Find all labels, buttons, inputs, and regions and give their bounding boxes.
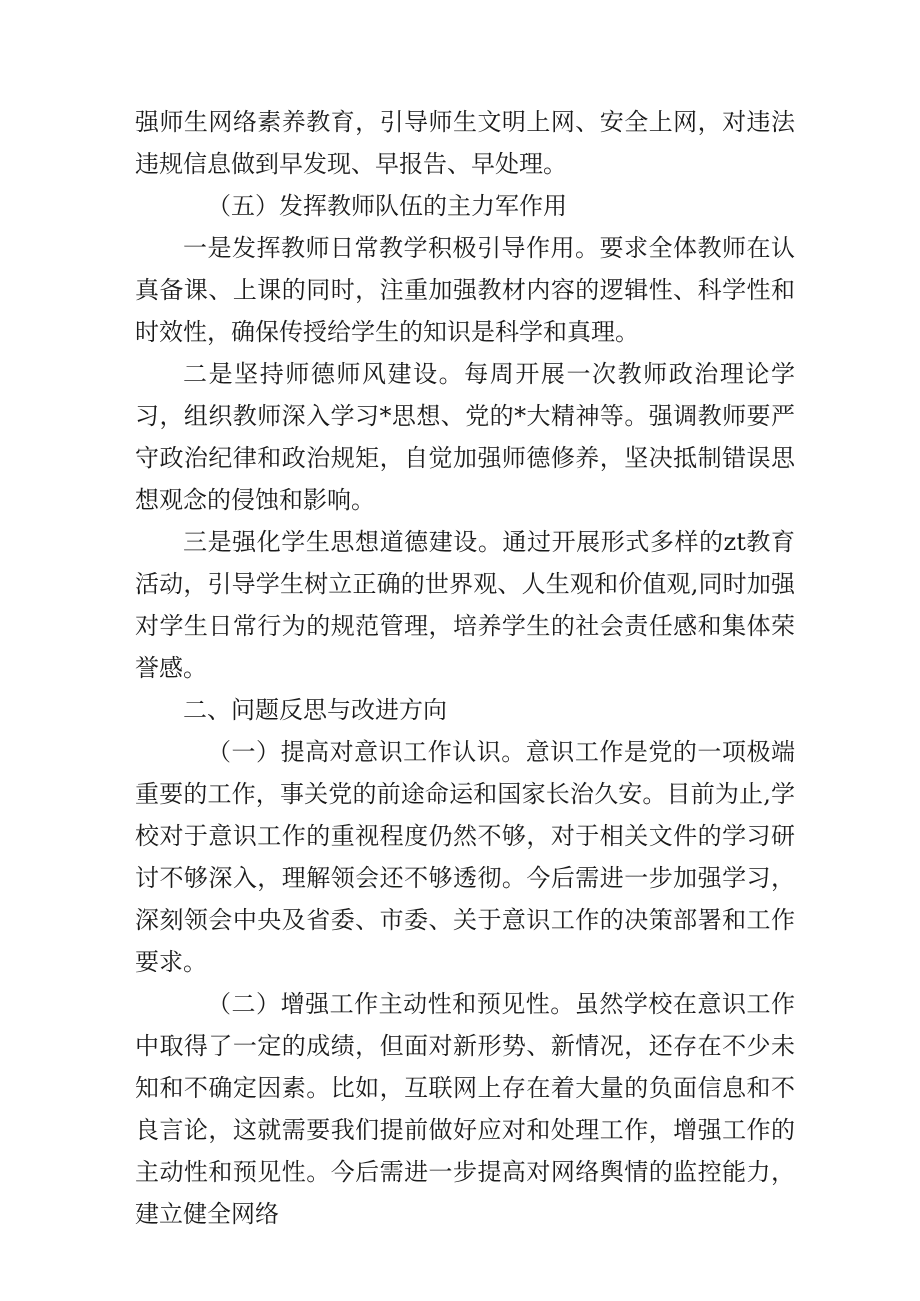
document-body — [135, 101, 795, 1235]
section-heading-teachers: （五）发挥教师队伍的主力军作用 — [207, 192, 567, 220]
paragraph-teaching-guidance: 一是发挥教师日常教学积极引导作用。要求全体教师在认真备课、上课的同时，注重加强教材内容的逻辑性、科学性和时效性，确保传授给学生的知识是科学和真理。 — [135, 234, 795, 346]
paragraph-student-morality: 三是强化学生思想道德建设。通过开展形式多样的zt教育活动，引导学生树立正确的世界观、人生观和价值观,同时加强对学生日常行为的规范管理，培养学生的社会责任感和集体荣誉感。 — [135, 528, 795, 682]
paragraph-initiative: （二）增强工作主动性和预见性。虽然学校在意识工作中取得了一定的成绩，但面对新形势、新情况，还存在不少未知和不确定因素。比如，互联网上存在着大量的负面信息和不良言论，这就需要我们提前做好应对和处理工作，增强工作的主动性和预见性。今后需进一步提高对网络舆情的监控能力，建立健全网络 — [135, 990, 795, 1228]
section-heading-reflection: 二、问题反思与改进方向 — [183, 696, 447, 724]
paragraph-teacher-ethics: 二是坚持师德师风建设。每周开展一次教师政治理论学习，组织教师深入学习*思想、党的*大精神等。强调教师要严守政治纪律和政治规矩，自觉加强师德修养，坚决抵制错误思想观念的侵蚀和影响。 — [135, 360, 795, 514]
paragraph-awareness: （一）提高对意识工作认识。意识工作是党的一项极端重要的工作，事关党的前途命运和国家长治久安。目前为止,学校对于意识工作的重视程度仍然不够，对于相关文件的学习研讨不够深入，理解领会还不够透彻。今后需进一步加强学习，深刻领会中央及省委、市委、关于意识工作的决策部署和工作要求。 — [135, 738, 795, 976]
paragraph-network-literacy: 强师生网络素养教育，引导师生文明上网、安全上网，对违法违规信息做到早发现、早报告、早处理。 — [135, 108, 795, 178]
